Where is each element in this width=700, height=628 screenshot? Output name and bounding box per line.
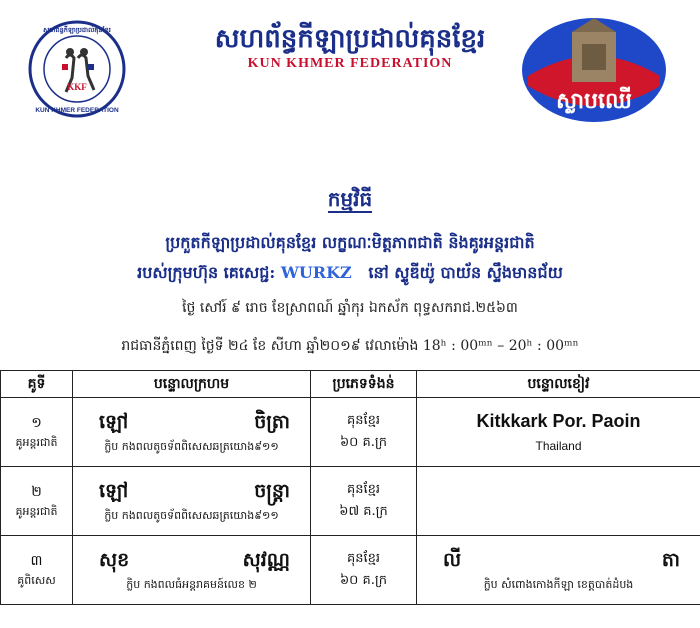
table-row [1, 467, 700, 536]
bout-category: គូអន្តរជាតិ [15, 436, 58, 449]
studio-logo-text: ស្លាបឈើ [556, 88, 632, 114]
red-fighter-name [73, 407, 310, 437]
bout-number-cell [1, 536, 73, 605]
red-fighter-second: ចន្ត្រា [254, 480, 290, 502]
table-row [1, 536, 700, 605]
table-row [1, 398, 700, 467]
weight-value: ៦៧ គ.ក្រ [339, 504, 388, 519]
weight-type: គុនខ្មែរ [346, 482, 380, 497]
bout-category: គូពិសេស [17, 574, 56, 587]
bout-number: ១ [31, 415, 42, 431]
blue-fighter-country: Thailand [535, 439, 582, 453]
red-fighter-name [73, 476, 310, 506]
weight-type: គុនខ្មែរ [346, 413, 380, 428]
red-fighter-first: ឡៅ [99, 411, 129, 433]
blue-fighter-first: លី [443, 549, 462, 571]
bout-number-cell [1, 467, 73, 536]
kkf-logo-khmer: សហព័ន្ធកីឡាប្រដាល់គុនខ្មែរ [43, 26, 111, 34]
federation-title-khmer: សហព័ន្ធកីឡាប្រដាល់គុនខ្មែរ [214, 24, 486, 54]
red-corner-cell [73, 398, 311, 467]
red-corner-cell [73, 536, 311, 605]
program-date-time: រាជធានីភ្នំពេញ ថ្ងៃទី ២៤ ខែ សីហា ឆ្នាំ២០១៩ វេលាម៉ោង 18ʰ : 00ᵐⁿ – 20ʰ : 00ᵐⁿ [121, 338, 579, 354]
blue-fighter-second: តា [661, 549, 680, 571]
weight-type: គុនខ្មែរ [346, 551, 380, 566]
kkf-logo [28, 20, 126, 118]
red-fighter-club: ក្លិប កងពលធំអន្តរាគមន៍លេខ ២ [126, 578, 257, 591]
fight-card-table [0, 370, 700, 605]
header-weight-class: ប្រភេទទំងន់ [311, 371, 417, 398]
line2-suffix: នៅ ស្ទូឌីយ៉ូ បាយ័ន ស្ទឹងមានជ័យ [368, 263, 563, 282]
program-title [0, 186, 700, 216]
bout-number: ២ [31, 484, 42, 500]
red-fighter-first: សុខ [99, 549, 130, 571]
line2-prefix: របស់ក្រុមហ៊ុន គេសេជ្ជ: [137, 263, 276, 282]
program-title-text: កម្មវិធី [327, 187, 373, 211]
weight-cell [311, 398, 417, 467]
red-fighter-second: សុវណ្ណ [242, 549, 290, 571]
header-red-corner: បន្ទោលក្រហម [73, 371, 311, 398]
program-line-2 [0, 262, 700, 286]
red-fighter-name [73, 545, 310, 575]
blue-fighter-name [417, 545, 700, 575]
sponsor-brand: WURKZ [280, 263, 352, 282]
blue-corner-cell [417, 536, 700, 605]
weight-cell [311, 467, 417, 536]
bout-category: គូអន្តរជាតិ [15, 505, 58, 518]
blue-fighter-name: Kitkkark Por. Paoin [476, 411, 641, 431]
weight-value: ៦០ គ.ក្រ [339, 435, 388, 450]
federation-title-english: KUN KHMER FEDERATION [247, 56, 453, 71]
kkf-logo-english: KUN KHMER FEDERATION [35, 107, 119, 114]
red-fighter-second: ចិត្រា [254, 411, 290, 433]
red-fighter-club: ក្លិប កងពលតូចទ័ពពិសេសឆត្រយោង៩១១ [104, 440, 279, 453]
bout-number: ៣ [30, 553, 43, 569]
red-corner-cell [73, 467, 311, 536]
kkf-badge: KKF [67, 82, 87, 92]
weight-value: ៦០ គ.ក្រ [339, 573, 388, 588]
blue-fighter-club: ក្លិប សំពោងកោងកីឡា ខេត្តបាត់ដំបង [483, 578, 634, 591]
program-line-1: ប្រកួតកីឡាប្រដាល់គុនខ្មែរ លក្ខណៈមិត្តភាពជាតិ និងគូរអន្តរជាតិ [165, 233, 535, 252]
blue-corner-cell [417, 398, 700, 467]
blue-corner-cell [417, 467, 700, 536]
header-bout-number: គូទី [1, 371, 73, 398]
bout-number-cell [1, 398, 73, 467]
header-blue-corner: បន្ទោលខៀវ [417, 371, 700, 398]
red-fighter-club: ក្លិប កងពលតូចទ័ពពិសេសឆត្រយោង៩១១ [104, 509, 279, 522]
red-fighter-first: ឡៅ [99, 480, 129, 502]
weight-cell [311, 536, 417, 605]
program-date-lunar: ថ្ងៃ សៅរ៍ ៩ រោច ខែស្រាពណ៍ ឆ្នាំកុរ ឯកស័ក ពុទ្ធសករាជ.២៥៦៣ [182, 300, 518, 316]
table-header-row [1, 371, 700, 398]
